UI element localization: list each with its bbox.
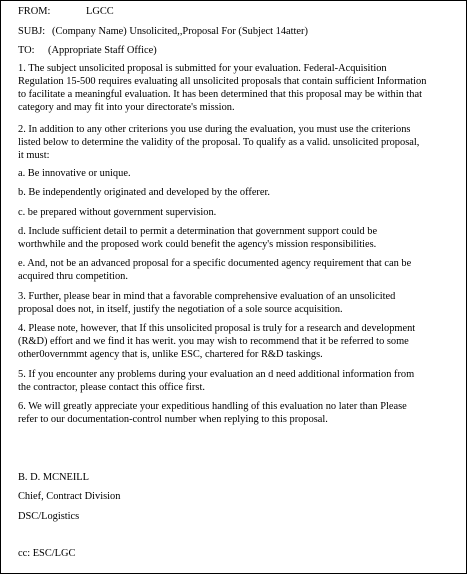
subject-value: (Company Name) Unsolicited,,Proposal For (Subject 14atter) xyxy=(52,26,308,37)
subject-row xyxy=(18,25,438,38)
paragraph-2 xyxy=(18,123,458,162)
subject-label: SUBJ: xyxy=(18,26,46,37)
criterion-e xyxy=(18,257,458,283)
paragraph-line: b. Be independently originated and developed by the offerer. xyxy=(18,187,270,198)
to-label: TO: xyxy=(18,45,35,56)
paragraph-line: 3. Further, please bear in mind that a favorable comprehensive evaluation of an unsolicited xyxy=(18,291,396,302)
to-row xyxy=(18,44,418,57)
paragraph-6 xyxy=(18,400,458,426)
paragraph-line: c. be prepared without government supervision. xyxy=(18,207,217,218)
paragraph-line: (R&D) effort and we find it has werit. you may wish to recommend that it be referred to some xyxy=(18,336,409,347)
paragraph-line: 6. We will greatly appreciate your expeditious handling of this evaluation no later than Please xyxy=(18,401,407,412)
paragraph-line: 4. Please note, however, that If this unsolicited proposal is truly for a research and development xyxy=(18,323,416,334)
carbon-copy-line: cc: ESC/LGC xyxy=(18,548,76,559)
paragraph-4 xyxy=(18,322,458,361)
paragraph-line: 5. If you encounter any problems during your evaluation an d need additional information from xyxy=(18,369,415,380)
paragraph-line: proposal does not, in itself, justify the negotiation of a sole source acquisition. xyxy=(18,304,343,315)
paragraph-3 xyxy=(18,290,458,316)
signature-title: Chief, Contract Division xyxy=(18,491,121,502)
signature-name: B. D. MCNEILL xyxy=(18,472,89,483)
paragraph-line: category and may fit into your directorate's mission. xyxy=(18,102,235,113)
from-value: LGCC xyxy=(86,6,114,17)
criterion-b xyxy=(18,186,458,199)
paragraph-line: the contractor, please contact this office first. xyxy=(18,382,205,393)
signature-office: DSC/Logistics xyxy=(18,511,80,522)
paragraph-1 xyxy=(18,62,458,114)
paragraph-line: 2. In addition to any other criterions you use during the evaluation, you must use the criterions xyxy=(18,124,411,135)
from-label: FROM: xyxy=(18,6,51,17)
paragraph-line: to facilitate a meaningful evaluation. It has been determined that this proposal may be within that xyxy=(18,89,422,100)
criterion-a xyxy=(18,167,458,180)
paragraph-line: e. And, not be an advanced proposal for a specific documented agency requirement that can be xyxy=(18,258,412,269)
paragraph-line: worthwhile and the proposed work could benefit the agency's mission responsibilities. xyxy=(18,239,377,250)
paragraph-line: listed below to determine the validity of the proposal. To qualify as a valid. unsolicited proposal, xyxy=(18,137,420,148)
criterion-d xyxy=(18,225,458,251)
paragraph-5 xyxy=(18,368,458,394)
to-value: (Appropriate Staff Office) xyxy=(48,45,157,56)
paragraph-line: acquired thru competition. xyxy=(18,271,128,282)
criterion-c xyxy=(18,206,458,219)
paragraph-line: d. Include sufficient detail to permit a determination that government support could be xyxy=(18,226,378,237)
paragraph-line: a. Be innovative or unique. xyxy=(18,168,131,179)
paragraph-line: refer to our documentation-control number when replying to this proposal. xyxy=(18,414,328,425)
paragraph-line: Regulation 15-500 requires evaluating all unsolicited proposals that contain sufficient Information xyxy=(18,76,427,87)
paragraph-line: 1. The subject unsolicited proposal is submitted for your evaluation. Federal-Acquisition xyxy=(18,63,387,74)
paragraph-line: other0overnmmt agency that is, unlike ESC, chartered for R&D taskings. xyxy=(18,349,323,360)
paragraph-line: it must: xyxy=(18,150,50,161)
from-row xyxy=(18,5,418,18)
